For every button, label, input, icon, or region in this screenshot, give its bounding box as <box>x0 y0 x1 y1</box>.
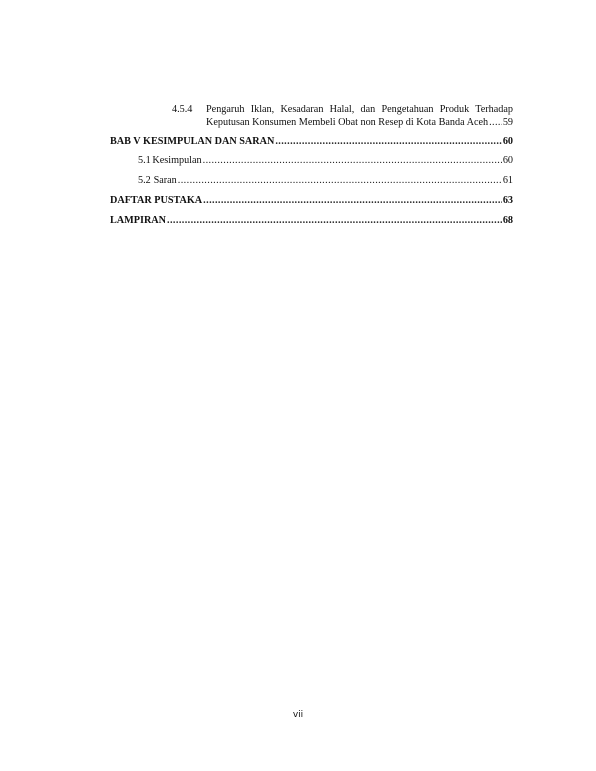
dot-leader <box>203 194 502 207</box>
toc-entry-title: BAB V KESIMPULAN DAN SARAN <box>110 136 275 147</box>
toc-entry-title: Pengaruh Iklan, Kesadaran Halal, dan Pengetahuan Produk Terhadap <box>206 104 513 115</box>
toc-entry-page: 68 <box>502 215 513 226</box>
dot-leader <box>489 116 502 129</box>
page-number: vii <box>292 710 304 720</box>
toc-entry-lampiran[interactable] <box>110 214 513 227</box>
toc-entry-page: 61 <box>502 175 513 186</box>
dot-leader <box>275 135 501 148</box>
toc-entry-page: 59 <box>502 117 513 128</box>
toc-entry-title: LAMPIRAN <box>110 215 167 226</box>
toc-entry-title-continued: Keputusan Konsumen Membeli Obat non Resep di Kota Banda Aceh <box>206 117 489 128</box>
toc-entry-daftar-pustaka[interactable] <box>110 194 513 207</box>
toc-entry-page: 60 <box>502 136 513 147</box>
toc-entry-title: DAFTAR PUSTAKA <box>110 195 203 206</box>
toc-entry-number: 4.5.4 <box>172 104 193 115</box>
dot-leader <box>167 214 502 227</box>
toc-entry-title: Saran <box>153 175 177 186</box>
dot-leader <box>178 174 502 187</box>
table-of-contents <box>110 103 513 227</box>
toc-entry-number: 5.1 <box>138 155 151 166</box>
toc-entry-4-5-4[interactable] <box>172 103 513 129</box>
toc-entry-title: Kesimpulan <box>152 155 202 166</box>
toc-entry-bab-v[interactable] <box>110 135 513 148</box>
toc-entry-5-2[interactable] <box>138 174 513 187</box>
toc-entry-page: 63 <box>502 195 513 206</box>
toc-entry-5-1[interactable] <box>138 154 513 167</box>
toc-entry-number: 5.2 <box>138 175 151 186</box>
dot-leader <box>203 154 502 167</box>
toc-entry-page: 60 <box>502 155 513 166</box>
